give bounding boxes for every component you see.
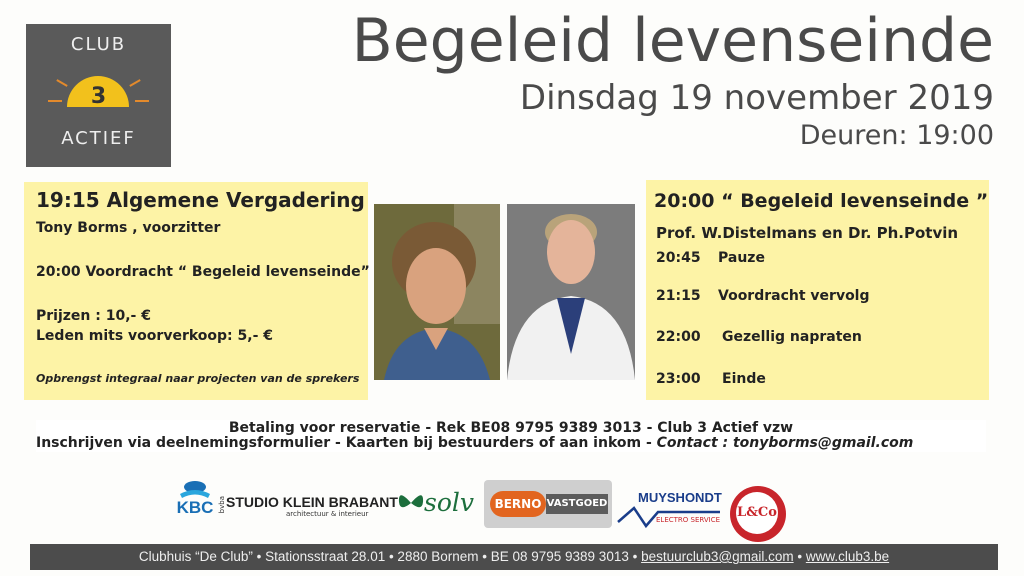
butterfly-icon [396,488,426,518]
klein-brabant-prefix: bvba [218,496,226,514]
footer-bar [30,544,998,570]
event-title: Begeleid levenseinde [351,6,994,76]
muyshondt-sub: ELECTRO SERVICE [656,516,721,524]
berno-text: BERNO [490,491,546,517]
schedule-time: 20:45 [656,250,701,266]
speaker-photo-1 [374,204,500,380]
solv-text: solv [424,488,474,517]
club3-logo [26,24,171,167]
berno-vastgoed-logo [484,480,612,528]
footer-separator: • [793,549,806,564]
lco-logo [730,486,786,542]
speaker-photo-2 [507,204,635,380]
kbc-text: KBC [176,498,214,517]
program-box [646,180,989,400]
footer-address: Clubhuis “De Club” • Stationsstraat 28.01 • 2880 Bornem • BE 08 9795 9389 3013 • [138,549,642,564]
footer-website-link[interactable]: www.club3.be [805,549,890,564]
kbc-logo [170,478,220,520]
vastgoed-text: VASTGOED [546,494,608,514]
muyshondt-text: MUYSHONDT [638,490,722,505]
prices-text: Prijzen : 10,- € [36,308,151,324]
payment-line: Betaling voor reservatie - Rek BE08 9795 9389 3013 - Club 3 Actief vzw [228,420,794,436]
solv-logo [396,486,478,522]
chair-text: Tony Borms , voorzitter [36,220,221,236]
studio-klein-brabant-logo [218,494,398,518]
talk-text: 20:00 Voordracht “ Begeleid levenseinde” [36,264,370,280]
schedule-time: 21:15 [656,288,701,304]
program-heading: 20:00 “ Begeleid levenseinde ” [654,190,989,212]
schedule-time: 23:00 [656,371,701,387]
members-price-text: Leden mits voorverkoop: 5,- € [36,328,274,344]
klein-brabant-name: STUDIO KLEIN BRABANT [226,494,398,510]
klein-brabant-sub: architectuur & interieur [286,510,369,518]
schedule-item: Gezellig napraten [722,329,862,345]
event-date: Dinsdag 19 november 2019 [519,78,994,118]
schedule-item: Pauze [718,250,765,266]
footer-email-link[interactable]: bestuurclub3@gmail.com [641,549,794,564]
proceeds-text: Opbrengst integraal naar projecten van de sprekers [36,372,360,385]
muyshondt-logo [616,490,722,532]
payment-info [36,420,986,452]
lco-text: L&Co [736,492,778,534]
meeting-info-box [24,182,368,400]
logo-actief-text: ACTIEF [61,128,136,149]
logo-club-text: CLUB [70,34,127,55]
meeting-heading: 19:15 Algemene Vergadering [36,188,365,212]
schedule-time: 22:00 [656,329,701,345]
speakers-text: Prof. W.Distelmans en Dr. Ph.Potvin [656,224,959,242]
registration-text: Inschrijven via deelnemingsformulier - Kaarten bij bestuurders of aan inkom - [36,435,657,451]
contact-email-link[interactable]: Contact : tonyborms@gmail.com [656,435,914,451]
schedule-item: Einde [722,371,766,387]
schedule-item: Voordracht vervolg [718,288,870,304]
doors-time: Deuren: 19:00 [799,120,994,151]
logo-number: 3 [90,84,107,109]
registration-line [36,435,913,451]
